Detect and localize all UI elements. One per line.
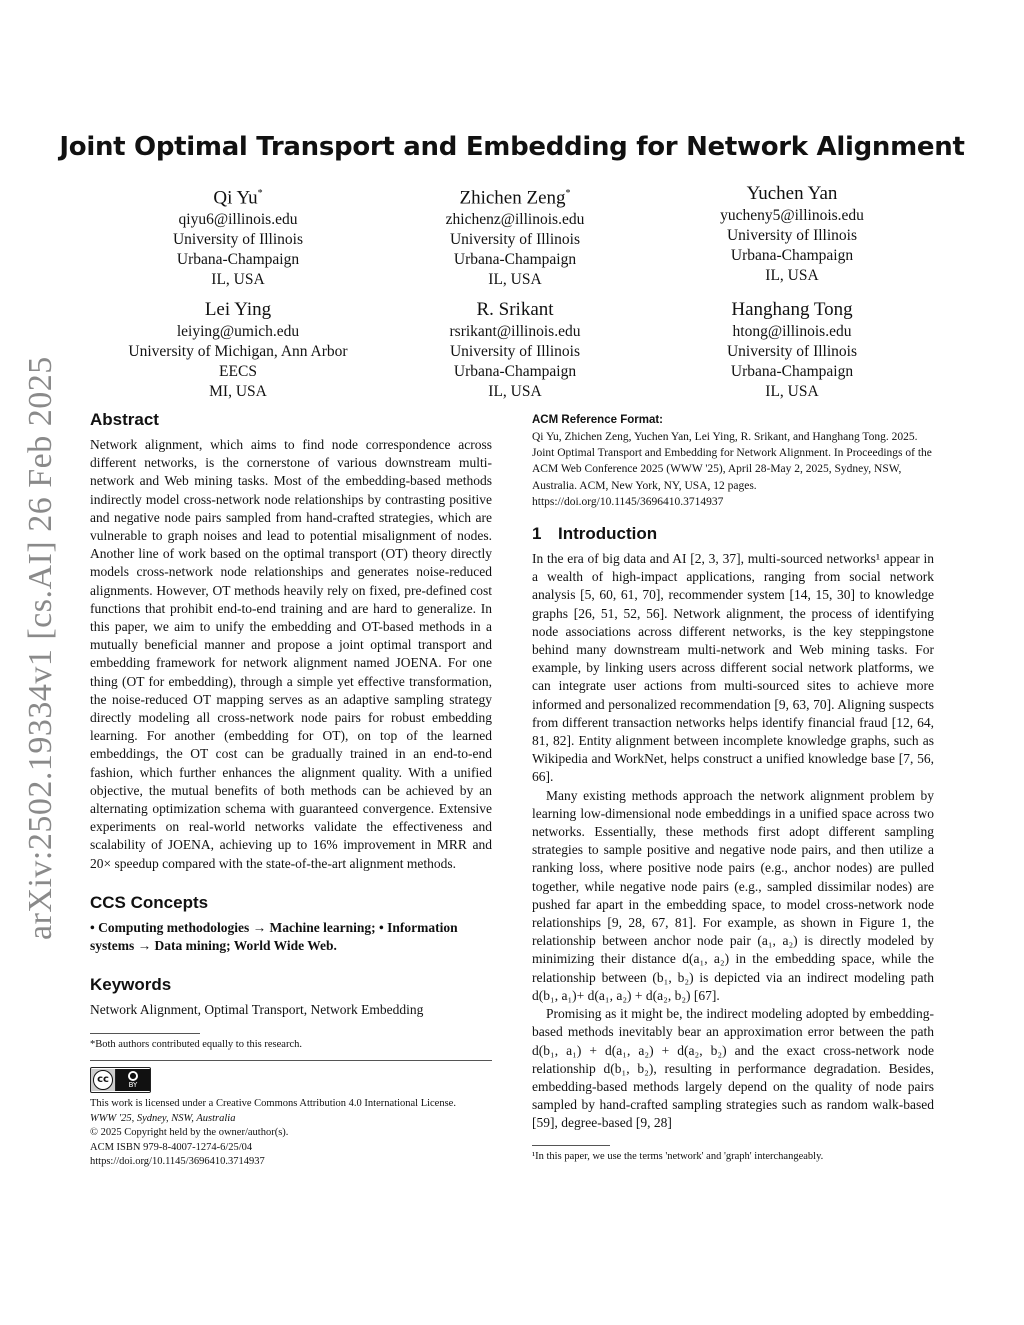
intro-paragraph-3: Promising as it might be, the indirect modeling adopted by embedding-based methods inevitably bear an approximation error between the path d(b₁, a₁) + d(a₁, a₂) + d(a₂, b₂) and the exact cross-network node relationship d(b₁, b₂), resulting in performance degradation. Besides, embedding-based methods largely depend on the quality of node pairs sampled by hand-crafted sampling strategies such as random walk-based [59], degree-based [9, 28] [532,1006,934,1131]
author-location: IL, USA [765,267,819,284]
intro-paragraph-2: Many existing methods approach the network alignment problem by learning low-dimensional node embeddings in a unified space across two networks. Essentially, these methods first adopt different sampling strategies to sample positive and negative node pairs, and then utilize a ranking loss, where positive node pairs (e.g., anchor nodes) are pulled together, while negative node pairs (e.g., sampled dissimilar nodes) are pushed far apart in the embedding space, to model cross-network node relationships [9, 28, 67, 81]. For example, as shown in Figure 1, the relationship between anchor node pair (a₁, a₂) is directly modeled by minimizing their distance d(a₁, a₂) in the embedding space, while the relationship between (b₁, b₂) is depicted via an indirect modeling path d(b₁, a₁)+ d(a₁, a₂) + d(a₂, b₂) [67]. [532,787,934,1003]
author-name: Lei Ying [204,299,272,320]
arxiv-identifier: arXiv:2502.19334v1 [cs.AI] 26 Feb 2025 [22,356,59,940]
acm-reference-heading: ACM Reference Format: [532,414,663,426]
right-column [532,414,934,1164]
author-location: IL, USA [488,383,542,400]
author-row-2 [100,298,930,402]
author-email: leiying@umich.edu [176,323,300,340]
author-affiliation: University of Illinois [449,343,581,360]
author-block [654,298,930,402]
left-column [90,410,492,1170]
author-block [377,298,653,402]
cc-by-badge[interactable] [90,1067,151,1093]
author-affiliation: University of Illinois [172,231,304,249]
author-block [100,298,376,402]
author-email: rsrikant@illinois.edu [449,323,581,340]
equal-contribution-footnote: *Both authors contributed equally to this research. [90,1039,302,1051]
isbn-line: ACM ISBN 979-8-4007-1274-6/25/04 [90,1141,253,1153]
footnote-divider [532,1145,610,1146]
abstract-text: Network alignment, which aims to find node correspondence across different networks, is the cornerstone of various downstream multi-network and Web mining tasks. Most of the embedding-based methods indirectly model cross-network node relationships by contrasting positive and negative node pairs sampled from hand-crafted strategies, which are vulnerable to graph noises and lead to potential misalignment of nodes. Another line of work based on the optimal transport (OT) theory directly models cross-network node relationships and generates noise-reduced alignments. However, OT methods heavily rely on fixed, pre-defined cost functions that prohibit end-to-end training and are hard to generalize. In this paper, we aim to unify the embedding and OT-based methods in a mutually beneficial manner and propose a joint optimal transport and embedding framework for network alignment named JOENA. For one thing (OT for embedding), through a simple yet effective transformation, the noise-reduced OT mapping serves as an adaptive sampling strategy directly modeling all cross-network node pairs for robust embedding learning. For another (embedding for OT), on top of the learned embeddings, the OT cost can be gradually trained in an end-to-end fashion, which further enhances the alignment quality. With a unified objective, the mutual benefits of both methods can be achieved by an alternating optimization schema with guaranteed convergence. Extensive experiments on real-world networks validate the effectiveness and scalability of JOENA, achieving up to 16% improvement in MRR and 20× speedup compared with the state-of-the-art alignment methods. [90,437,492,871]
keywords-heading: Keywords [90,975,172,995]
paper-title: Joint Optimal Transport and Embedding for Network Alignment [59,132,965,162]
ccs-heading: CCS Concepts [90,892,209,912]
author-location: IL, USA [211,271,265,289]
author-block [100,182,376,290]
footnote-divider [90,1033,200,1034]
author-name: Qi Yu* [213,187,263,209]
author-affiliation-detail: Urbana-Champaign [453,251,577,269]
ccs-text: • Computing methodologies → Machine learning; • Information systems → Data mining; World Wide Web. [90,919,458,954]
author-affiliation-detail: EECS [219,363,257,380]
copyright-line: © 2025 Copyright held by the owner/author(s). [90,1127,289,1139]
author-email: zhichenz@illinois.edu [445,211,585,229]
keywords-text: Network Alignment, Optimal Transport, Network Embedding [90,1002,424,1018]
author-affiliation-detail: Urbana-Champaign [730,247,854,264]
license-divider [90,1060,492,1061]
license-text [90,1097,492,1170]
cc-icon: cc [91,1069,116,1091]
author-affiliation: University of Illinois [726,343,858,360]
author-name: Hanghang Tong [731,299,853,320]
author-affiliation-detail: Urbana-Champaign [730,363,854,380]
author-location: MI, USA [209,383,267,400]
abstract-heading: Abstract [90,410,159,429]
author-affiliation: University of Illinois [449,231,581,249]
author-name: R. Srikant [476,299,554,320]
author-row-1 [100,182,930,290]
author-name: Yuchen Yan [746,183,838,204]
doi-link[interactable]: https://doi.org/10.1145/3696410.3714937 [90,1156,265,1168]
license-statement: This work is licensed under a Creative Commons Attribution 4.0 International License. [90,1098,456,1110]
introduction-heading: 1 Introduction [532,524,658,544]
author-location: IL, USA [765,383,819,400]
author-affiliation-detail: Urbana-Champaign [176,251,300,269]
author-location: IL, USA [488,271,542,289]
author-email: yucheny5@illinois.edu [720,207,864,224]
author-name: Zhichen Zeng* [459,187,571,209]
terminology-footnote: ¹In this paper, we use the terms 'network' and 'graph' interchangeably. [532,1150,824,1162]
author-email: htong@illinois.edu [732,323,852,340]
attribution-icon: ● BY [116,1069,150,1091]
author-block [654,182,930,290]
author-affiliation: University of Michigan, Ann Arbor [128,343,348,360]
intro-paragraph-1: In the era of big data and AI [2, 3, 37], multi-sourced networks¹ appear in a wealth of high-impact applications, ranging from social network analysis [5, 60, 61, 70], recommender system [14, 15, 30] to knowledge graphs [26, 51, 52, 56]. Network alignment, the process of identifying node associations across different networks, is the key steppingstone behind many downstream multi-network and Web mining tasks. For example, by linking users across different social network platforms, we can integrate user actions from multi-sourced sites to achieve more informed and personalized recommendation [9, 63, 70]. Aligning suspects from different transaction networks helps identify financial fraud [12, 64, 81, 82]. Entity alignment between incomplete knowledge graphs, such as Wikipedia and WorkNet, helps construct a unified knowledge base [7, 56, 66]. [532,551,934,785]
author-affiliation-detail: Urbana-Champaign [453,363,577,380]
author-email: qiyu6@illinois.edu [178,211,298,229]
acm-reference-text: Qi Yu, Zhichen Zeng, Yuchen Yan, Lei Ying, R. Srikant, and Hanghang Tong. 2025. Joint Optimal Transport and Embedding for Network Alignment. In Proceedings of the ACM Web Conference 2025 (WWW '25), April 28-May 2, 2025, Sydney, NSW, Australia. ACM, New York, NY, USA, 12 pages. https://doi.org/10.1145/3696410.3714937 [532,431,932,508]
author-block [377,182,653,290]
author-affiliation: University of Illinois [726,227,858,244]
conference-venue: WWW '25, Sydney, NSW, Australia [90,1112,236,1124]
